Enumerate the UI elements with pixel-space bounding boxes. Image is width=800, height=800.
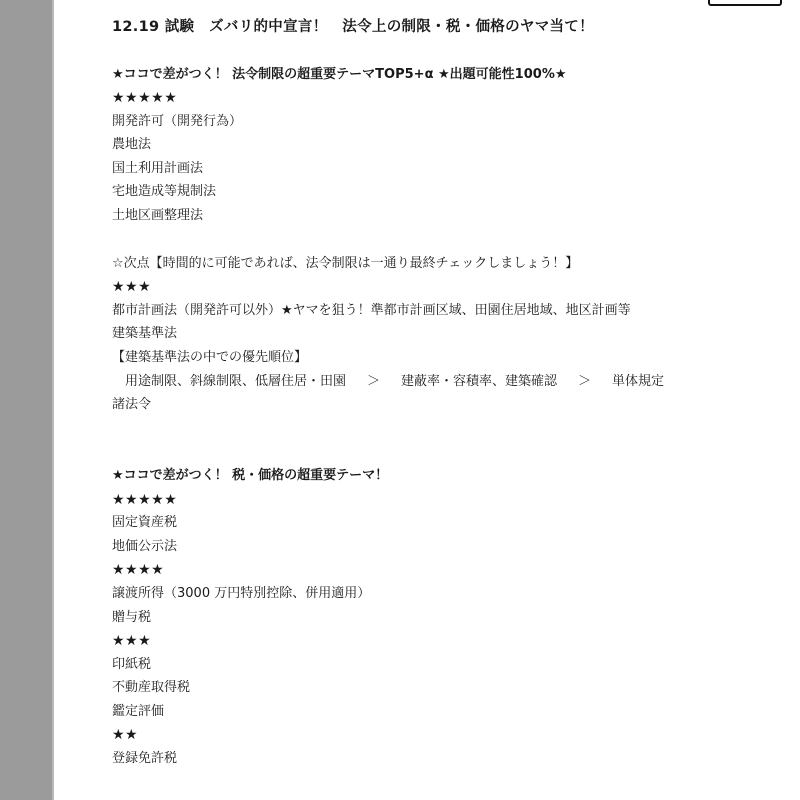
law-tier1-item: 国土利用計画法 [112, 161, 204, 176]
document-title: 12.19 試験 ズバリ的中宣言！ 法令上の制限・税・価格のヤマ当て！ [112, 19, 594, 35]
law-tier2-line: 都市計画法（開発許可以外）★ヤマを狙う！準都市計画区域、田園住居地域、地区計画等 [112, 303, 631, 318]
tax-group-stars: ★★★ [112, 633, 152, 649]
page-corner-stamp-icon [708, 0, 782, 6]
tax-group-stars: ★★★★ [112, 562, 165, 578]
law-tier1-item: 開発許可（開発行為） [112, 114, 243, 129]
priority-order-line [112, 374, 664, 390]
tax-section-heading: ★ココで差がつく！ 税・価格の超重要テーマ！ [112, 468, 389, 483]
tax-item: 譲渡所得（3000 万円特別控除、併用適用） [112, 586, 371, 601]
law-tier2-line: 建築基準法 [112, 326, 178, 341]
law-tier1-stars: ★★★★★ [112, 90, 178, 106]
viewer-background [0, 0, 52, 800]
tax-item: 固定資産税 [112, 515, 178, 530]
law-tier1-item: 宅地造成等規制法 [112, 184, 217, 199]
law-tier2-line: 諸法令 [112, 397, 152, 412]
tax-item: 贈与税 [112, 610, 152, 625]
tax-group-stars: ★★★★★ [112, 492, 178, 508]
tax-item: 登録免許税 [112, 751, 178, 766]
law-tier2-stars: ★★★ [112, 279, 152, 295]
tax-item: 不動産取得税 [112, 680, 191, 695]
law-tier1-item: 農地法 [112, 137, 152, 152]
law-tier1-item: 土地区画整理法 [112, 208, 204, 223]
tax-item: 印紙税 [112, 657, 152, 672]
law-section-heading: ★ココで差がつく！ 法令制限の超重要テーマTOP5+α ★出題可能性100%★ [112, 67, 567, 82]
priority-part: 建蔽率・容積率、建築確認 [400, 374, 557, 389]
tax-group-stars: ★★ [112, 727, 139, 743]
law-next-point: ☆次点【時間的に可能であれば、法令制限は一通り最終チェックしましょう！】 [112, 256, 579, 271]
priority-heading: 【建築基準法の中での優先順位】 [112, 350, 308, 365]
priority-arrow: ＞ [577, 374, 591, 389]
priority-part: 用途制限、斜線制限、低層住居・田園 [112, 374, 347, 389]
priority-part: 単体規定 [611, 374, 664, 389]
priority-arrow: ＞ [366, 374, 380, 389]
tax-item: 地価公示法 [112, 539, 178, 554]
tax-item: 鑑定評価 [112, 704, 165, 719]
